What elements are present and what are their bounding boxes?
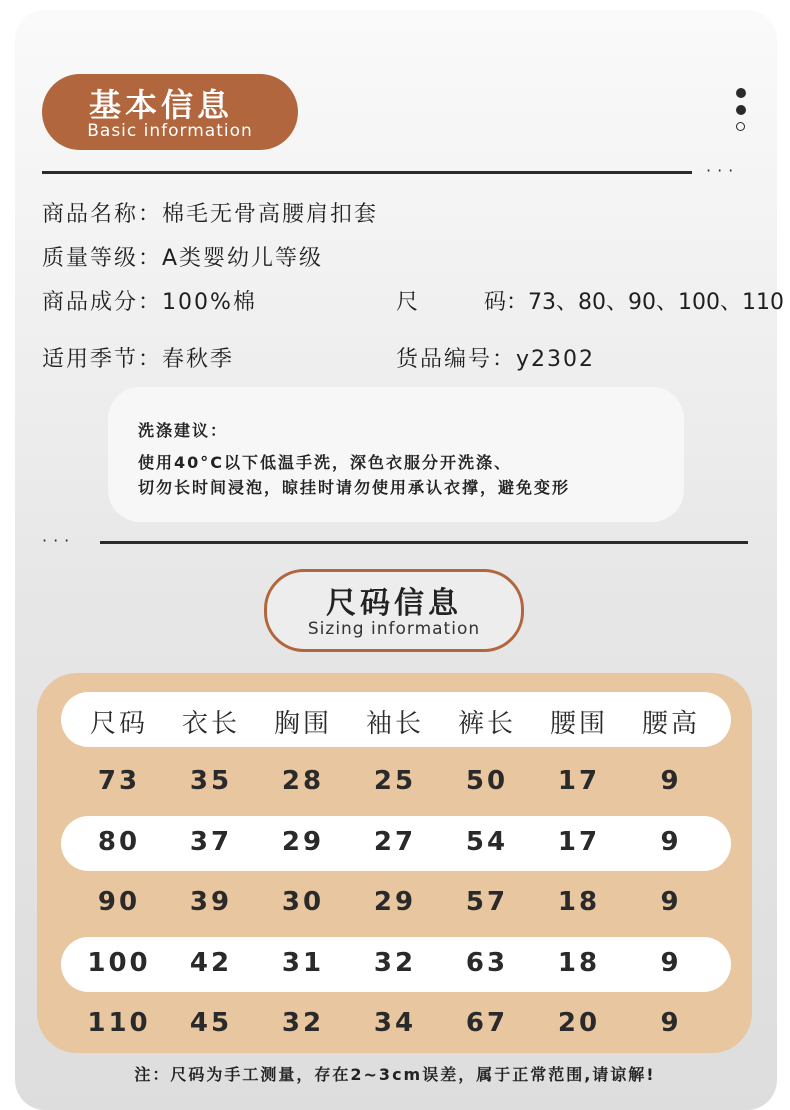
- table-cell: 28: [281, 766, 325, 796]
- table-cell: 100: [87, 948, 151, 978]
- table-cell: 17: [557, 766, 601, 796]
- table-cell: 9: [660, 948, 682, 978]
- table-header-cell: 尺码: [89, 709, 148, 739]
- table-cell: 37: [189, 827, 233, 857]
- table-cell: 18: [557, 948, 601, 978]
- sizing-info-title: 尺码信息: [326, 586, 462, 621]
- table-cell: 50: [465, 766, 509, 796]
- table-cell: 31: [281, 948, 325, 978]
- table-cell: 9: [660, 1008, 682, 1038]
- wash-title: 洗涤建议：: [138, 421, 229, 440]
- sizing-info-subtitle: Sizing information: [307, 619, 481, 639]
- size-list: 码：73、80、90、100、110: [484, 290, 784, 315]
- basic-info-badge: [42, 74, 298, 150]
- table-cell: 18: [557, 887, 601, 917]
- wash-line-1: 使用40°C以下低温手洗，深色衣服分开洗涤、: [138, 453, 513, 472]
- table-cell: 67: [465, 1008, 509, 1038]
- basic-info-title: 基本信息: [88, 86, 233, 124]
- item-number: 货品编号：y2302: [396, 347, 596, 372]
- measurement-note: 注：尺码为手工测量，存在2~3cm误差，属于正常范围,请谅解!: [134, 1065, 656, 1084]
- table-cell: 63: [465, 948, 509, 978]
- table-cell: 34: [373, 1008, 417, 1038]
- table-cell: 80: [97, 827, 141, 857]
- table-cell: 45: [189, 1008, 233, 1038]
- table-cell: 9: [660, 766, 682, 796]
- table-cell: 90: [97, 887, 141, 917]
- table-cell: 29: [281, 827, 325, 857]
- table-cell: 17: [557, 827, 601, 857]
- ellipsis-dots-icon: ···: [706, 161, 740, 180]
- table-cell: 54: [465, 827, 509, 857]
- table-cell: 9: [660, 887, 682, 917]
- table-cell: 9: [660, 827, 682, 857]
- table-header-cell: 腰高: [641, 709, 700, 739]
- table-cell: 27: [373, 827, 417, 857]
- sizing-info-badge: [264, 569, 524, 652]
- table-cell: 32: [281, 1008, 325, 1038]
- table-cell: 39: [189, 887, 233, 917]
- table-cell: 73: [97, 766, 141, 796]
- composition: 商品成分：100%棉: [42, 290, 257, 315]
- product-name: 商品名称：棉毛无骨高腰肩扣套: [42, 202, 379, 227]
- table-cell: 30: [281, 887, 325, 917]
- table-header-cell: 衣长: [181, 709, 240, 739]
- wash-advice-box: [108, 387, 684, 522]
- table-header-cell: 袖长: [365, 709, 424, 739]
- table-cell: 25: [373, 766, 417, 796]
- table-cell: 57: [465, 887, 509, 917]
- table-cell: 35: [189, 766, 233, 796]
- season: 适用季节：春秋季: [42, 347, 235, 372]
- table-header-cell: 胸围: [273, 709, 332, 739]
- table-header-cell: 裤长: [457, 709, 516, 739]
- more-dots-icon: [736, 88, 748, 138]
- quality-grade: 质量等级：A类婴幼儿等级: [42, 246, 324, 271]
- wash-line-2: 切勿长时间浸泡，晾挂时请勿使用承认衣撑，避免变形: [138, 478, 571, 497]
- table-cell: 32: [373, 948, 417, 978]
- divider-top: [42, 171, 692, 174]
- table-cell: 20: [557, 1008, 601, 1038]
- table-cell: 29: [373, 887, 417, 917]
- ellipsis-dots-icon: ···: [42, 531, 76, 550]
- size-label: 尺: [396, 290, 421, 315]
- table-cell: 42: [189, 948, 233, 978]
- basic-info-subtitle: Basic information: [87, 121, 253, 141]
- divider-middle: [100, 541, 748, 544]
- table-header-cell: 腰围: [549, 709, 608, 739]
- table-cell: 110: [87, 1008, 151, 1038]
